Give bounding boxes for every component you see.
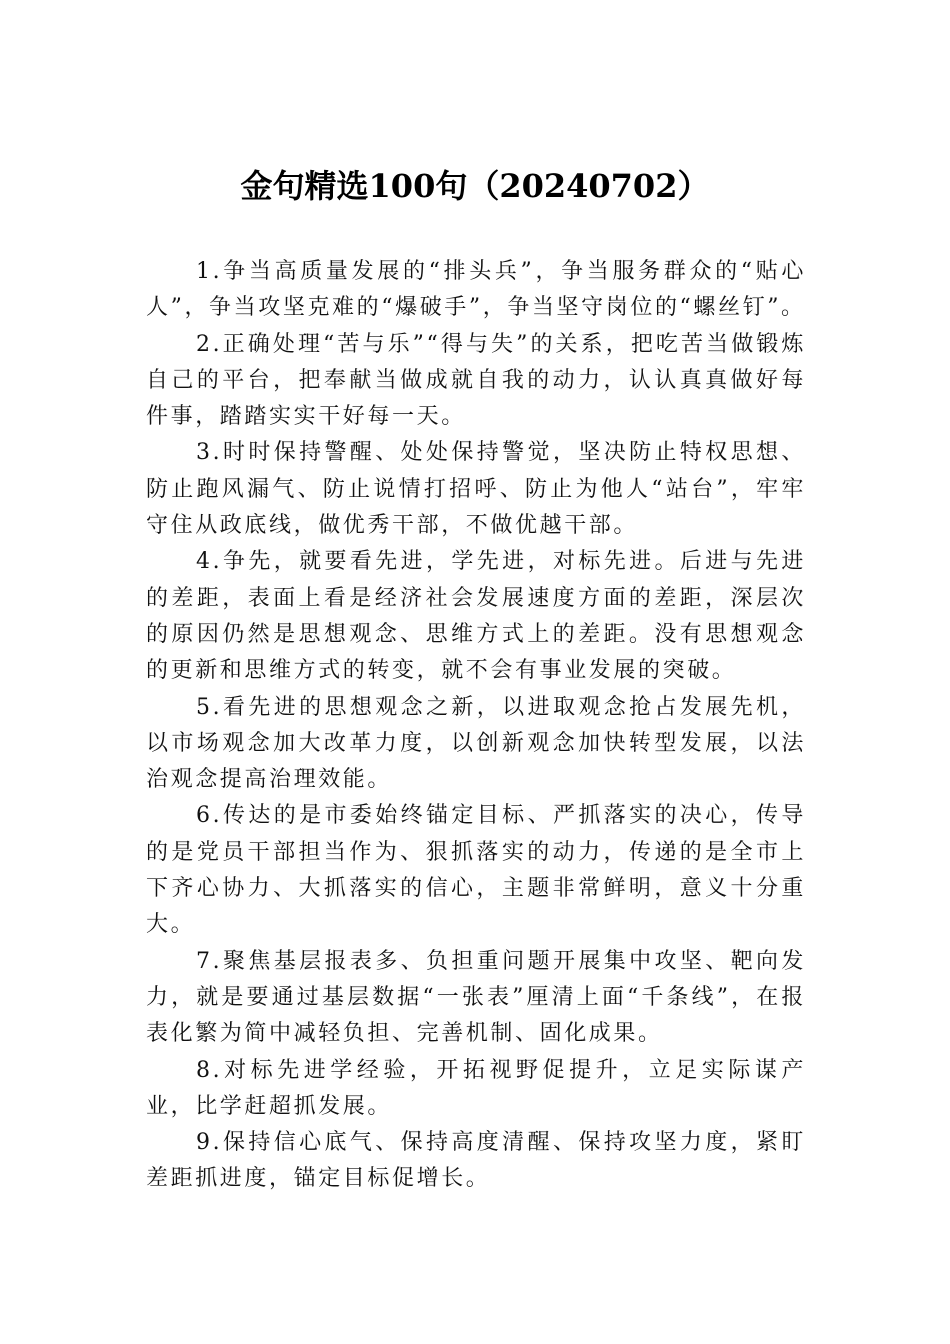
paragraph-item-2: 2.正确处理“苦与乐”“得与失”的关系，把吃苦当做锻炼自己的平台，把奉献当做成就自我的动力，认认真真做好每件事，踏踏实实干好每一天。 — [146, 331, 806, 430]
document-title: 金句精选100句（20240702） — [240, 167, 710, 205]
paragraph-item-6: 6.传达的是市委始终锚定目标、严抓落实的决心，传导的是党员干部担当作为、狠抓落实的动力，传递的是全市上下齐心协力、大抓落实的信心，主题非常鲜明，意义十分重大。 — [146, 803, 806, 938]
document-body — [146, 254, 806, 1198]
paragraph-item-8: 8.对标先进学经验，开拓视野促提升，立足实际谋产业，比学赶超抓发展。 — [146, 1057, 806, 1119]
paragraph-item-1: 1.争当高质量发展的“排头兵”，争当服务群众的“贴心人”，争当攻坚克难的“爆破手”，争当坚守岗位的“螺丝钉”。 — [146, 259, 806, 321]
paragraph-item-3: 3.时时保持警醒、处处保持警觉，坚决防止特权思想、防止跑风漏气、防止说情打招呼、防止为他人“站台”，牢牢守住从政底线，做优秀干部，不做优越干部。 — [146, 440, 806, 539]
paragraph-item-7: 7.聚焦基层报表多、负担重问题开展集中攻坚、靶向发力，就是要通过基层数据“一张表”厘清上面“千条线”，在报表化繁为简中减轻负担、完善机制、固化成果。 — [146, 948, 806, 1047]
paragraph-item-4: 4.争先，就要看先进，学先进，对标先进。后进与先进的差距，表面上看是经济社会发展速度方面的差距，深层次的原因仍然是思想观念、思维方式上的差距。没有思想观念的更新和思维方式的转变，就不会有事业发展的突破。 — [146, 549, 806, 684]
paragraph-item-9: 9.保持信心底气、保持高度清醒、保持攻坚力度，紧盯差距抓进度，锚定目标促增长。 — [146, 1130, 806, 1192]
paragraph-item-5: 5.看先进的思想观念之新，以进取观念抢占发展先机，以市场观念加大改革力度，以创新观念加快转型发展，以法治观念提高治理效能。 — [146, 694, 806, 793]
